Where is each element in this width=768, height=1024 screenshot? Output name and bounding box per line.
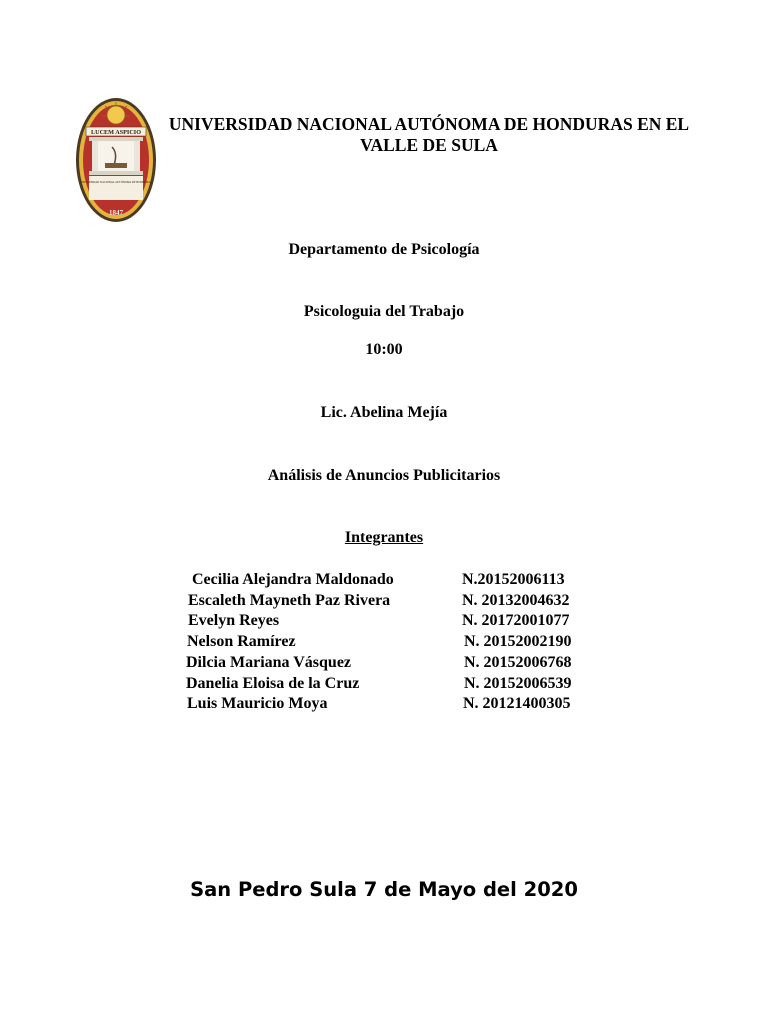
- seal-ring-text: UNIVERSIDAD NACIONAL AUTÓNOMA DE HONDURAS: [80, 181, 152, 184]
- member-id: N. 20152006768: [464, 654, 572, 671]
- member-name: Danelia Eloisa de la Cruz: [186, 675, 360, 692]
- member-id: N. 20172001077: [462, 612, 570, 629]
- instructor-name: Lic. Abelina Mejía: [320, 404, 448, 421]
- member-id: N.20152006113: [462, 571, 565, 588]
- member-name: Dilcia Mariana Vásquez: [186, 654, 352, 671]
- university-seal-logo: [75, 97, 157, 223]
- members-heading: Integrantes: [344, 529, 424, 546]
- member-name: Escaleth Mayneth Paz Rivera: [188, 592, 391, 609]
- member-name: Cecilia Alejandra Maldonado: [192, 571, 394, 588]
- member-name: Nelson Ramírez: [187, 633, 296, 650]
- member-id: N. 20152006539: [464, 675, 572, 692]
- member-id: N. 20152002190: [464, 633, 572, 650]
- department-name: Departamento de Psicología: [288, 241, 480, 258]
- place-and-date: San Pedro Sula 7 de Mayo del 2020: [190, 878, 578, 901]
- member-id: N. 20121400305: [463, 695, 571, 712]
- course-name: Psicologuia del Trabajo: [303, 303, 465, 320]
- member-name: Luis Mauricio Moya: [187, 695, 328, 712]
- class-time: 10:00: [365, 341, 403, 358]
- temple-icon: [89, 137, 143, 175]
- assignment-topic: Análisis de Anuncios Publicitarios: [267, 467, 501, 484]
- university-title: UNIVERSIDAD NACIONAL AUTÓNOMA DE HONDURAS EN EL VALLE DE SULA: [168, 114, 690, 155]
- seal-motto: LUCEM ASPICIO: [90, 129, 142, 137]
- member-name: Evelyn Reyes: [188, 612, 280, 629]
- member-id: N. 20132004632: [462, 592, 570, 609]
- seal-year: 1847: [109, 209, 123, 217]
